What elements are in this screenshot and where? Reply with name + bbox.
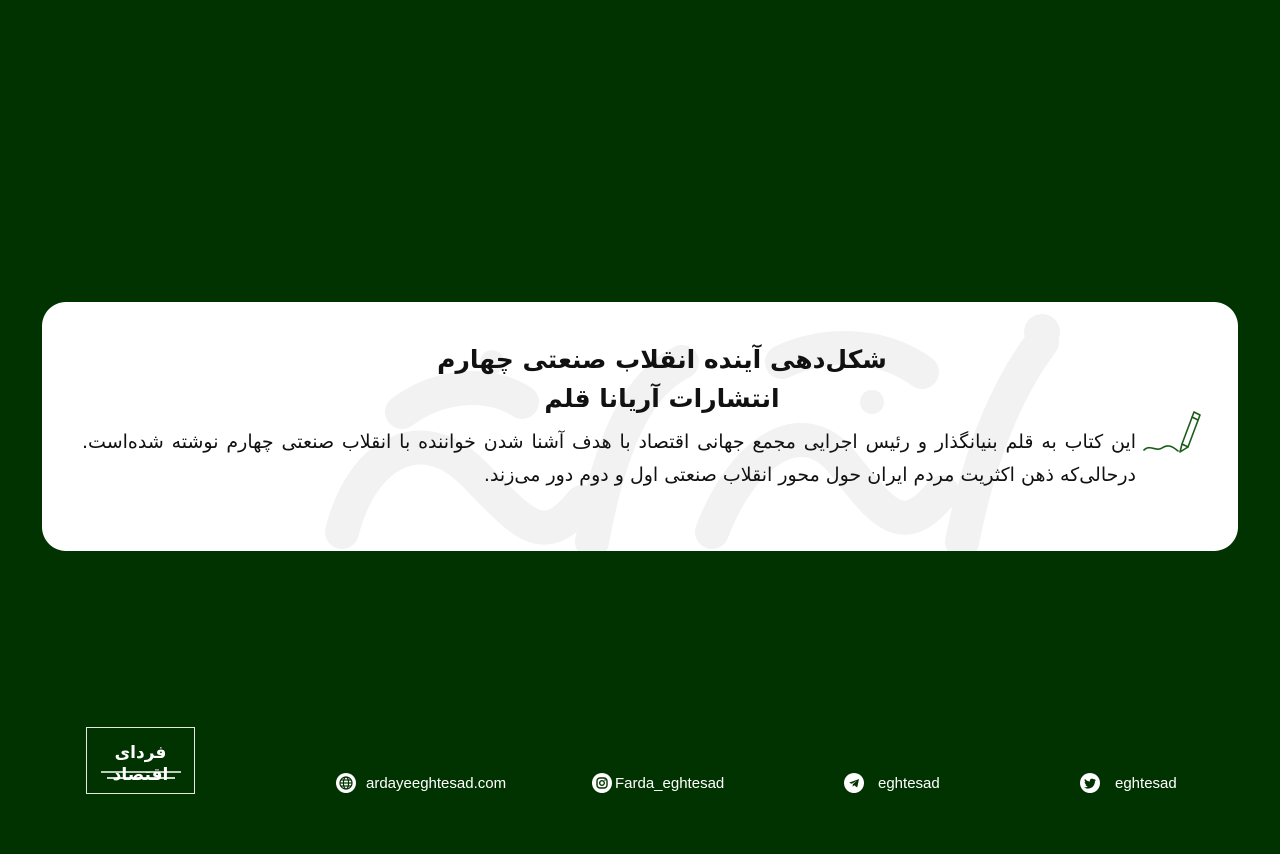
website-label: ardayeeghtesad.com — [366, 774, 507, 792]
instagram-label: Farda_eghtesad — [615, 774, 725, 792]
twitter-label: eghtesad — [1115, 774, 1177, 792]
globe-icon — [336, 773, 356, 793]
title-line-2: انتشارات آریانا قلم — [544, 384, 780, 413]
info-card — [42, 302, 1238, 551]
title-line-1: شکل‌دهی آینده انقلاب صنعتی چهارم — [437, 345, 887, 374]
twitter-link[interactable] — [1080, 772, 1177, 794]
telegram-link[interactable] — [844, 772, 940, 794]
brand-logo — [86, 727, 195, 794]
card-body-text: این کتاب به قلم بنیانگذار و رئیس اجرایی مجمع جهانی اقتصاد با هدف آشنا شدن خواننده با انقلاب صنعتی چهارم نوشته شده‌است. درحالی‌که ذهن اکثریت مردم ایران حول محور انقلاب صنعتی اول و دوم دور می‌زند. — [82, 431, 1136, 486]
instagram-icon — [592, 773, 612, 793]
card-title — [42, 340, 1238, 418]
telegram-icon — [844, 773, 864, 793]
website-link[interactable] — [336, 772, 506, 794]
twitter-icon — [1080, 773, 1100, 793]
telegram-label: eghtesad — [878, 774, 940, 792]
pen-icon — [1142, 406, 1202, 456]
instagram-link[interactable] — [592, 772, 724, 794]
logo-text: فردای اقتصاد — [112, 743, 169, 785]
